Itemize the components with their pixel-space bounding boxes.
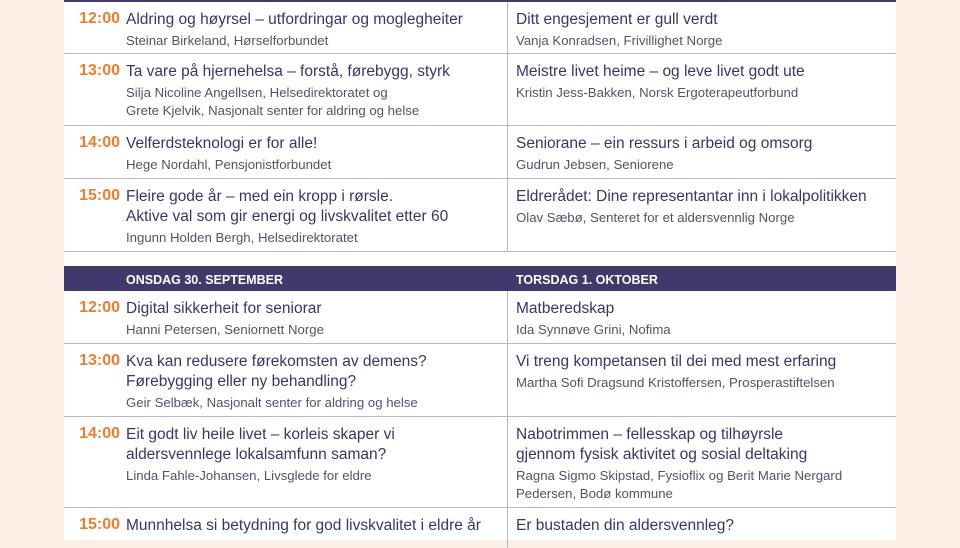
session-speaker: Silja Nicoline Angellsen, Helsedirektoratet og Grete Kjelvik, Nasjonalt senter for aldring og helse <box>126 85 420 118</box>
time-label: 12:00 <box>79 10 120 27</box>
column-divider <box>507 508 508 548</box>
time-label: 13:00 <box>79 352 120 369</box>
session-speaker: Olav Sæbø, Senteret for et aldersvennlig Norge <box>516 210 795 225</box>
time-label: 13:00 <box>79 62 120 79</box>
session-right <box>516 425 888 503</box>
session-right <box>516 516 888 536</box>
column-divider <box>507 417 508 507</box>
session-title: Kva kan redusere førekomsten av demens? Førebygging eller ny behandling? <box>126 353 427 390</box>
session-title: Eit godt liv heile livet – korleis skaper vi aldersvennlege lokalsamfunn saman? <box>126 426 395 463</box>
session-right <box>516 187 888 227</box>
day-label-right: TORSDAG 1. OKTOBER <box>516 273 658 287</box>
table-row <box>64 179 896 252</box>
session-speaker: Kristin Jess-Bakken, Norsk Ergoterapeutforbund <box>516 85 799 100</box>
session-speaker: Vanja Konradsen, Frivillighet Norge <box>516 33 723 48</box>
session-title: Matberedskap <box>516 300 615 317</box>
column-divider <box>507 291 508 343</box>
session-title: Er bustaden din aldersvennleg? <box>516 517 735 534</box>
time-label: 15:00 <box>79 187 120 204</box>
table-row <box>64 2 896 54</box>
program-sheet <box>64 0 896 540</box>
column-divider <box>507 2 508 53</box>
session-right <box>516 10 888 50</box>
session-title: Aldring og høyrsel – utfordringar og moglegheiter <box>126 11 463 28</box>
session-title: Digital sikkerheit for seniorar <box>126 300 322 317</box>
table-row <box>64 417 896 508</box>
session-title: Seniorane – ein ressurs i arbeid og omsorg <box>516 135 813 152</box>
session-right <box>516 62 888 102</box>
table-row <box>64 344 896 417</box>
session-speaker: Hege Nordahl, Pensjonistforbundet <box>126 157 332 172</box>
session-title: Vi treng kompetansen til dei med mest erfaring <box>516 353 837 370</box>
session-left <box>126 425 506 485</box>
session-right <box>516 134 888 174</box>
table-row <box>64 126 896 179</box>
session-right <box>516 352 888 392</box>
table-row <box>64 54 896 126</box>
session-speaker: Hanni Petersen, Seniornett Norge <box>126 322 324 337</box>
session-speaker: Linda Fahle-Johansen, Livsglede for eldre <box>126 468 372 483</box>
session-title: Fleire gode år – med ein kropp i rørsle. Aktive val som gir energi og livskvalitet etter 60 <box>126 188 449 225</box>
session-right <box>516 299 888 339</box>
time-label: 12:00 <box>79 299 120 316</box>
column-divider <box>507 54 508 125</box>
session-title: Meistre livet heime – og leve livet godt ute <box>516 63 805 80</box>
time-label: 15:00 <box>79 516 120 533</box>
session-speaker: Ida Synnøve Grini, Nofima <box>516 322 671 337</box>
session-left <box>126 134 506 174</box>
session-title: Eldrerådet: Dine representantar inn i lokalpolitikken <box>516 188 867 205</box>
session-title: Velferdsteknologi er for alle! <box>126 135 318 152</box>
session-left <box>126 187 506 247</box>
time-label: 14:00 <box>79 425 120 442</box>
session-left <box>126 62 506 120</box>
session-title: Munnhelsa si betydning for god livskvalitet i eldre år <box>126 517 481 534</box>
session-speaker: Geir Selbæk, Nasjonalt senter for aldring og helse <box>126 395 418 410</box>
session-title: Ditt engesjement er gull verdt <box>516 11 718 28</box>
schedule-block-1 <box>64 2 896 252</box>
session-left <box>126 516 506 536</box>
table-row <box>64 291 896 344</box>
session-left <box>126 299 506 339</box>
session-left <box>126 352 506 412</box>
day-header <box>64 266 896 291</box>
column-divider <box>507 126 508 178</box>
column-divider <box>507 179 508 251</box>
table-row <box>64 508 896 548</box>
session-speaker: Ragna Sigmo Skipstad, Fysioflix og Berit Marie Nergard Pedersen, Bodø kommune <box>516 468 843 501</box>
session-speaker: Ingunn Holden Bergh, Helsedirektoratet <box>126 230 358 245</box>
column-divider <box>507 344 508 416</box>
time-label: 14:00 <box>79 134 120 151</box>
session-speaker: Gudrun Jebsen, Seniorene <box>516 157 674 172</box>
session-left <box>126 10 506 50</box>
session-title: Nabotrimmen – fellesskap og tilhøyrsle gjennom fysisk aktivitet og sosial deltaking <box>516 426 808 463</box>
session-speaker: Steinar Birkeland, Hørselforbundet <box>126 33 329 48</box>
session-speaker: Martha Sofi Dragsund Kristoffersen, Prosperastiftelsen <box>516 375 835 390</box>
day-label-left: ONSDAG 30. SEPTEMBER <box>126 273 283 287</box>
session-title: Ta vare på hjernehelsa – forstå, førebygg, styrk <box>126 63 450 80</box>
schedule-block-2 <box>64 291 896 548</box>
